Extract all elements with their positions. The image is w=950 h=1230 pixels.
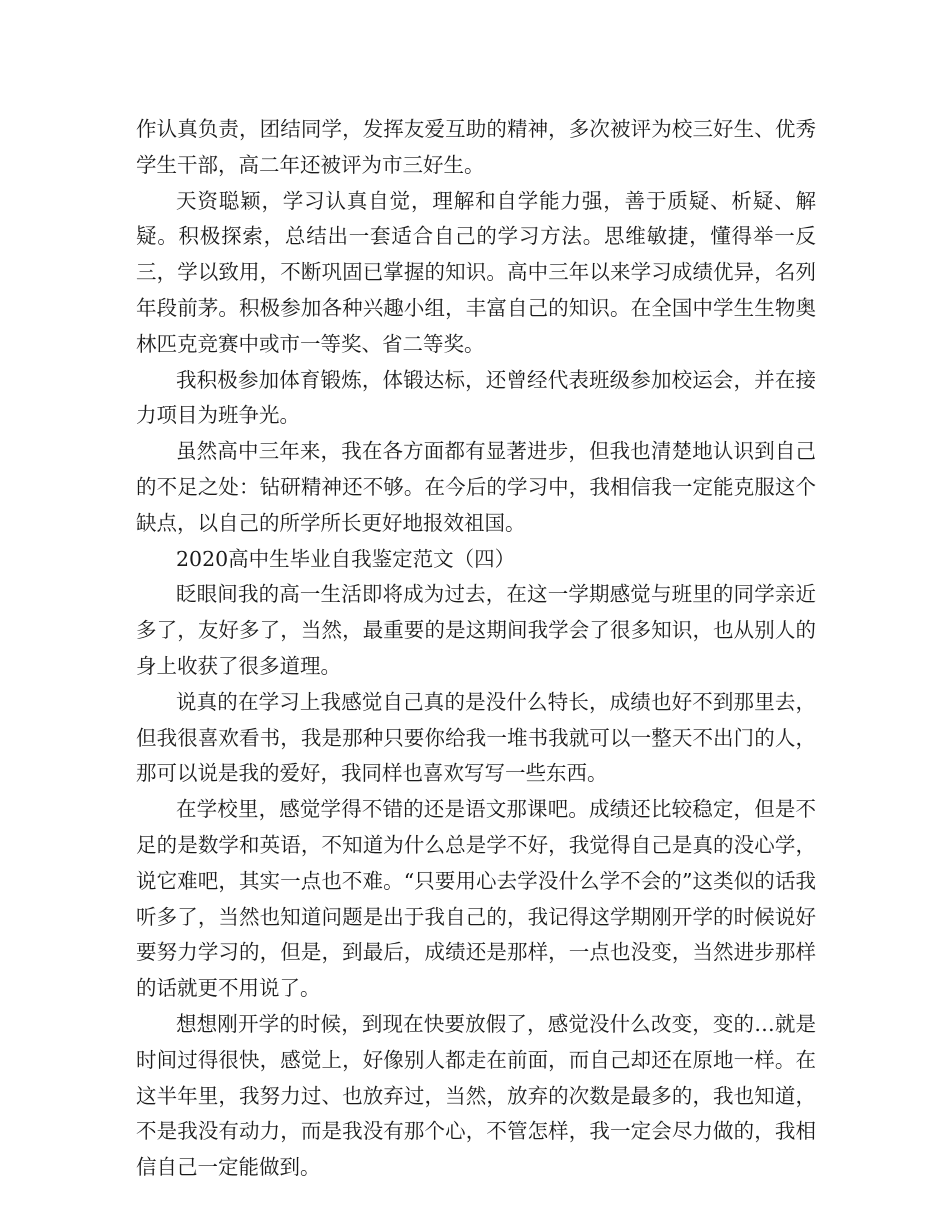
paragraph-subjects: 在学校里，感觉学得不错的还是语文那课吧。成绩还比较稳定，但是不足的是数学和英语，不知道为什么总是学不好，我觉得自己是真的没心学，说它难吧，其实一点也不难。“只要用心去学没什么学不会的”这类似的话我听多了，当然也知道问题是出于我自己的，我记得这学期刚开学的时候说好要努力学习的，但是，到最后，成绩还是那样，一点也没变，当然进步那样的话就更不用说了。 (136, 797, 816, 1001)
paragraph-first-year: 眨眼间我的高一生活即将成为过去，在这一学期感觉与班里的同学亲近多了，友好多了，当然，最重要的是这期间我学会了很多知识，也从别人的身上收获了很多道理。 (136, 582, 816, 678)
paragraph-sports: 我积极参加体育锻炼，体锻达标，还曾经代表班级参加校运会，并在接力项目为班争光。 (136, 367, 816, 428)
paragraph-reflection: 想想刚开学的时候，到现在快要放假了，感觉没什么改变，变的…就是时间过得很快，感觉上，好像别人都走在前面，而自己却还在原地一样。在这半年里，我努力过、也放弃过，当然，放弃的次数是最多的，我也知道，不是我没有动力，而是我没有那个心，不管怎样，我一定会尽力做的，我相信自己一定能做到。 (136, 1011, 816, 1180)
section-heading: 2020高中生毕业自我鉴定范文（四） (176, 546, 516, 571)
paragraph-shortcomings: 虽然高中三年来，我在各方面都有显著进步，但我也清楚地认识到自己的不足之处：钻研精神还不够。在今后的学习中，我相信我一定能克服这个缺点，以自己的所学所长更好地报效祖国。 (136, 439, 816, 535)
document-body (136, 112, 816, 1186)
paragraph-study-ability: 天资聪颖，学习认真自觉，理解和自学能力强，善于质疑、析疑、解疑。积极探索，总结出一套适合自己的学习方法。思维敏捷，懂得举一反三，学以致用，不断巩固已掌握的知识。高中三年以来学习成绩优异，名列年段前茅。积极参加各种兴趣小组，丰富自己的知识。在全国中学生生物奥林匹克竞赛中或市一等奖、省二等奖。 (136, 188, 816, 356)
paragraph-reading: 说真的在学习上我感觉自己真的是没什么特长，成绩也好不到那里去，但我很喜欢看书，我是那种只要你给我一堆书我就可以一整天不出门的人，那可以说是我的爱好，我同样也喜欢写写一些东西。 (136, 689, 816, 786)
paragraph-continued: 作认真负责，团结同学，发挥友爱互助的精神，多次被评为校三好生、优秀学生干部，高二年还被评为市三好生。 (136, 117, 816, 177)
